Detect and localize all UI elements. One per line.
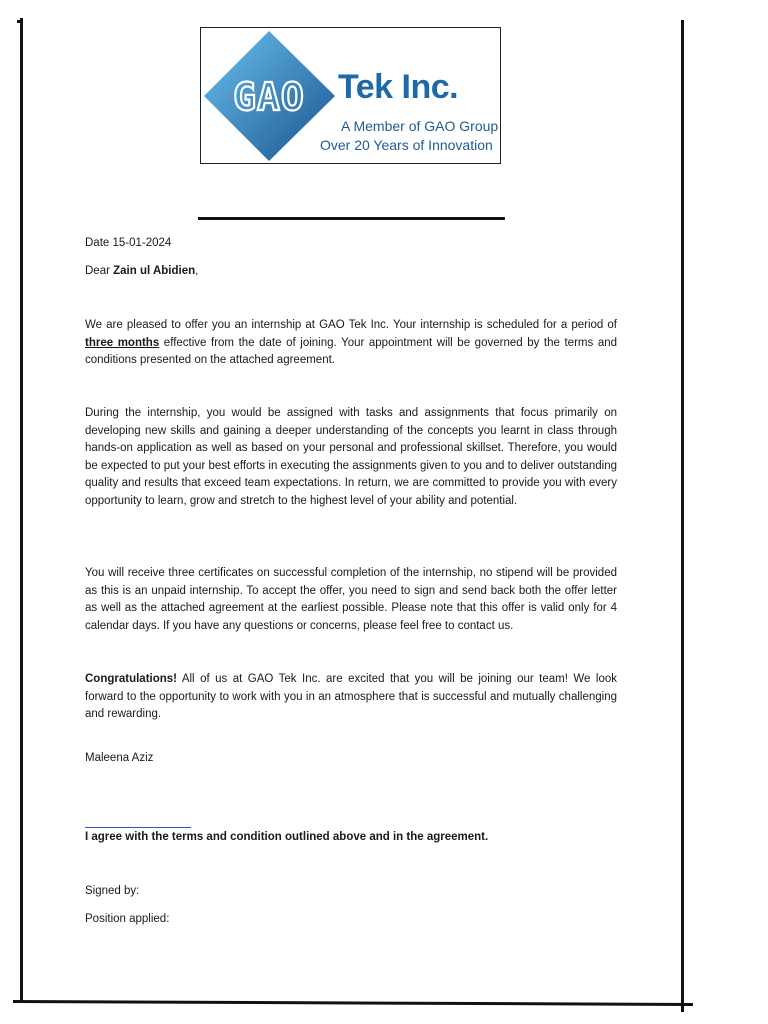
paragraph-internship-details: During the internship, you would be assigned with tasks and assignments that focus primarily on developing new skills and gaining a deeper understanding of the concepts you learnt in class through hands-on application as well as based on your personal and professional skillset. Therefore, you would be expected to put your best efforts in executing the assignments given to you and to deliver outstanding quality and results that exceed team expectations. In return, we are committed to provide you with every opportunity to learn, grow and stretch to the highest level of your ability and potential.	[85, 407, 617, 507]
letter-date: Date 15-01-2024	[85, 237, 172, 249]
logo-mark: GAO	[233, 75, 305, 119]
signature-line	[85, 827, 191, 828]
logo-name: Tek Inc.	[338, 68, 459, 106]
paragraph-offer-end: effective from the date of joining. Your appointment will be governed by the terms and conditions presented on the attached agreement.	[85, 336, 618, 367]
page-border-bottom	[13, 1000, 693, 1006]
company-logo	[200, 27, 501, 164]
header-divider	[198, 217, 505, 220]
signed-by-label: Signed by:	[85, 885, 140, 897]
congratulations-label: Congratulations!	[85, 673, 177, 685]
page-border-left	[20, 18, 23, 1003]
paragraph-offer-start: We are pleased to offer you an internship at GAO Tek Inc. Your internship is scheduled for a period of	[85, 319, 617, 331]
logo-years-line: Over 20 Years of Innovation	[320, 137, 493, 153]
paragraph-certificates: You will receive three certificates on successful completion of the internship, no stipend will be provided as this is an unpaid internship. To accept the offer, you need to sign and send back both the offer letter as well as the attached agreement at the earliest possible. Please note that this offer is valid only for 4 calendar days. If you have any questions or concerns, please feel free to contact us.	[85, 567, 617, 632]
congratulations-text: All of us at GAO Tek Inc. are excited that you will be joining our team! We look forward to the opportunity to work with you in an atmosphere that is successful and mutually challenging and rewarding.	[85, 673, 617, 721]
signatory-name: Maleena Aziz	[85, 752, 154, 764]
paragraph-congratulations	[85, 671, 617, 724]
agreement-statement: I agree with the terms and condition outlined above and in the agreement.	[85, 831, 489, 843]
salutation-prefix: Dear	[85, 265, 114, 277]
position-applied-label: Position applied:	[85, 913, 170, 925]
page-border-right	[681, 20, 684, 1012]
paragraph-offer	[85, 317, 617, 370]
salutation	[85, 263, 617, 281]
salutation-suffix: ,	[195, 265, 199, 277]
recipient-name: Zain ul Abidien	[113, 265, 196, 277]
logo-member-line: A Member of GAO Group	[341, 118, 499, 134]
internship-duration: three months	[85, 336, 160, 349]
